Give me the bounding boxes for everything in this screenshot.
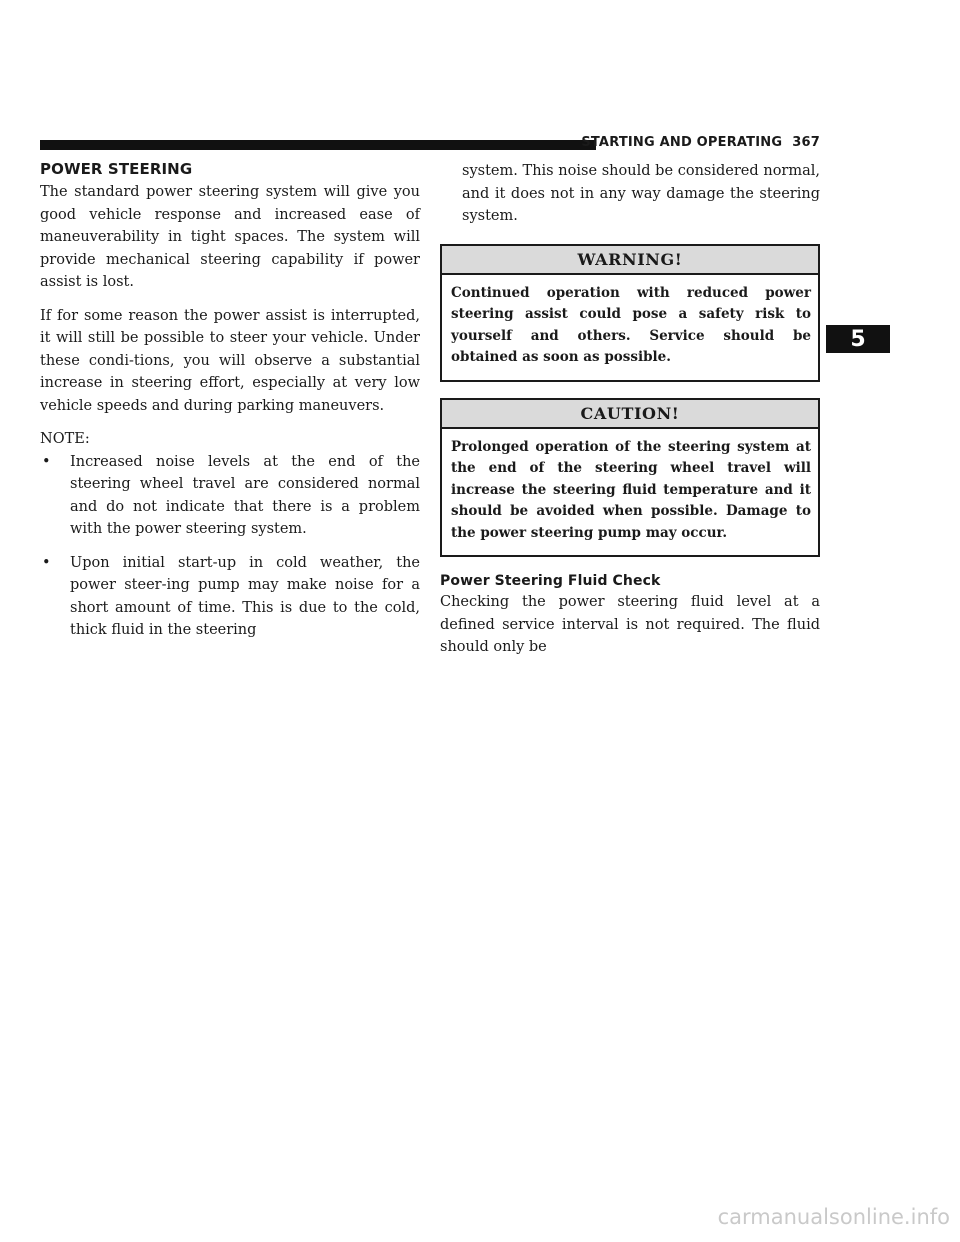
paragraph-fluid-check: Checking the power steering fluid level at a defined service interval is not required. The fluid should only be xyxy=(440,594,820,655)
section-title: STARTING AND OPERATING xyxy=(581,135,783,150)
warning-box xyxy=(440,244,820,382)
left-column xyxy=(40,160,420,653)
list-item xyxy=(40,552,420,642)
note-bullet-list xyxy=(40,451,420,642)
list-item xyxy=(40,451,420,541)
fluid-check-heading: Power Steering Fluid Check xyxy=(440,573,661,589)
paragraph-intro: The standard power steering system will give you good vehicle response and increased ease of maneuverability in tight spaces. The system will provide mechanical steering capability if power assist is lost. xyxy=(40,184,420,290)
bullet-icon: • xyxy=(42,554,51,571)
page-number: 367 xyxy=(792,135,820,150)
watermark: carmanualsonline.info xyxy=(717,1205,950,1229)
paragraph-assist-interrupted: If for some reason the power assist is interrupted, it will still be possible to steer your vehicle. Under these condi-tions, you will observe a substantial increase in steering effort, especially at very low vehicle speeds and during parking maneuvers. xyxy=(40,307,420,414)
note-label: NOTE: xyxy=(40,431,90,447)
bullet-icon: • xyxy=(42,453,51,470)
bullet-text: Increased noise levels at the end of the steering wheel travel are considered normal and do not indicate that there is a problem with the power steering system. xyxy=(70,453,420,537)
caution-title: CAUTION! xyxy=(442,400,818,429)
header-bar xyxy=(40,140,596,150)
chapter-tab: 5 xyxy=(826,325,890,353)
paragraph-continuation: system. This noise should be considered normal, and it does not in any way damage the steering system. xyxy=(462,163,820,224)
header-text xyxy=(581,135,820,150)
warning-body: Continued operation with reduced power steering assist could pose a safety risk to yourself and others. Service should be obtained as soon as possible. xyxy=(451,284,811,365)
right-column xyxy=(440,160,820,670)
bullet-text: Upon initial start-up in cold weather, the power steer-ing pump may make noise for a short amount of time. This is due to the cold, thick fluid in the steering xyxy=(70,554,420,638)
caution-box xyxy=(440,398,820,558)
warning-title: WARNING! xyxy=(442,246,818,275)
page-header xyxy=(40,135,820,153)
caution-body: Prolonged operation of the steering system at the end of the steering wheel travel will increase the steering fluid temperature and it should be avoided when possible. Damage to the power steering pump may occur. xyxy=(451,438,811,541)
power-steering-heading: POWER STEERING xyxy=(40,160,193,178)
